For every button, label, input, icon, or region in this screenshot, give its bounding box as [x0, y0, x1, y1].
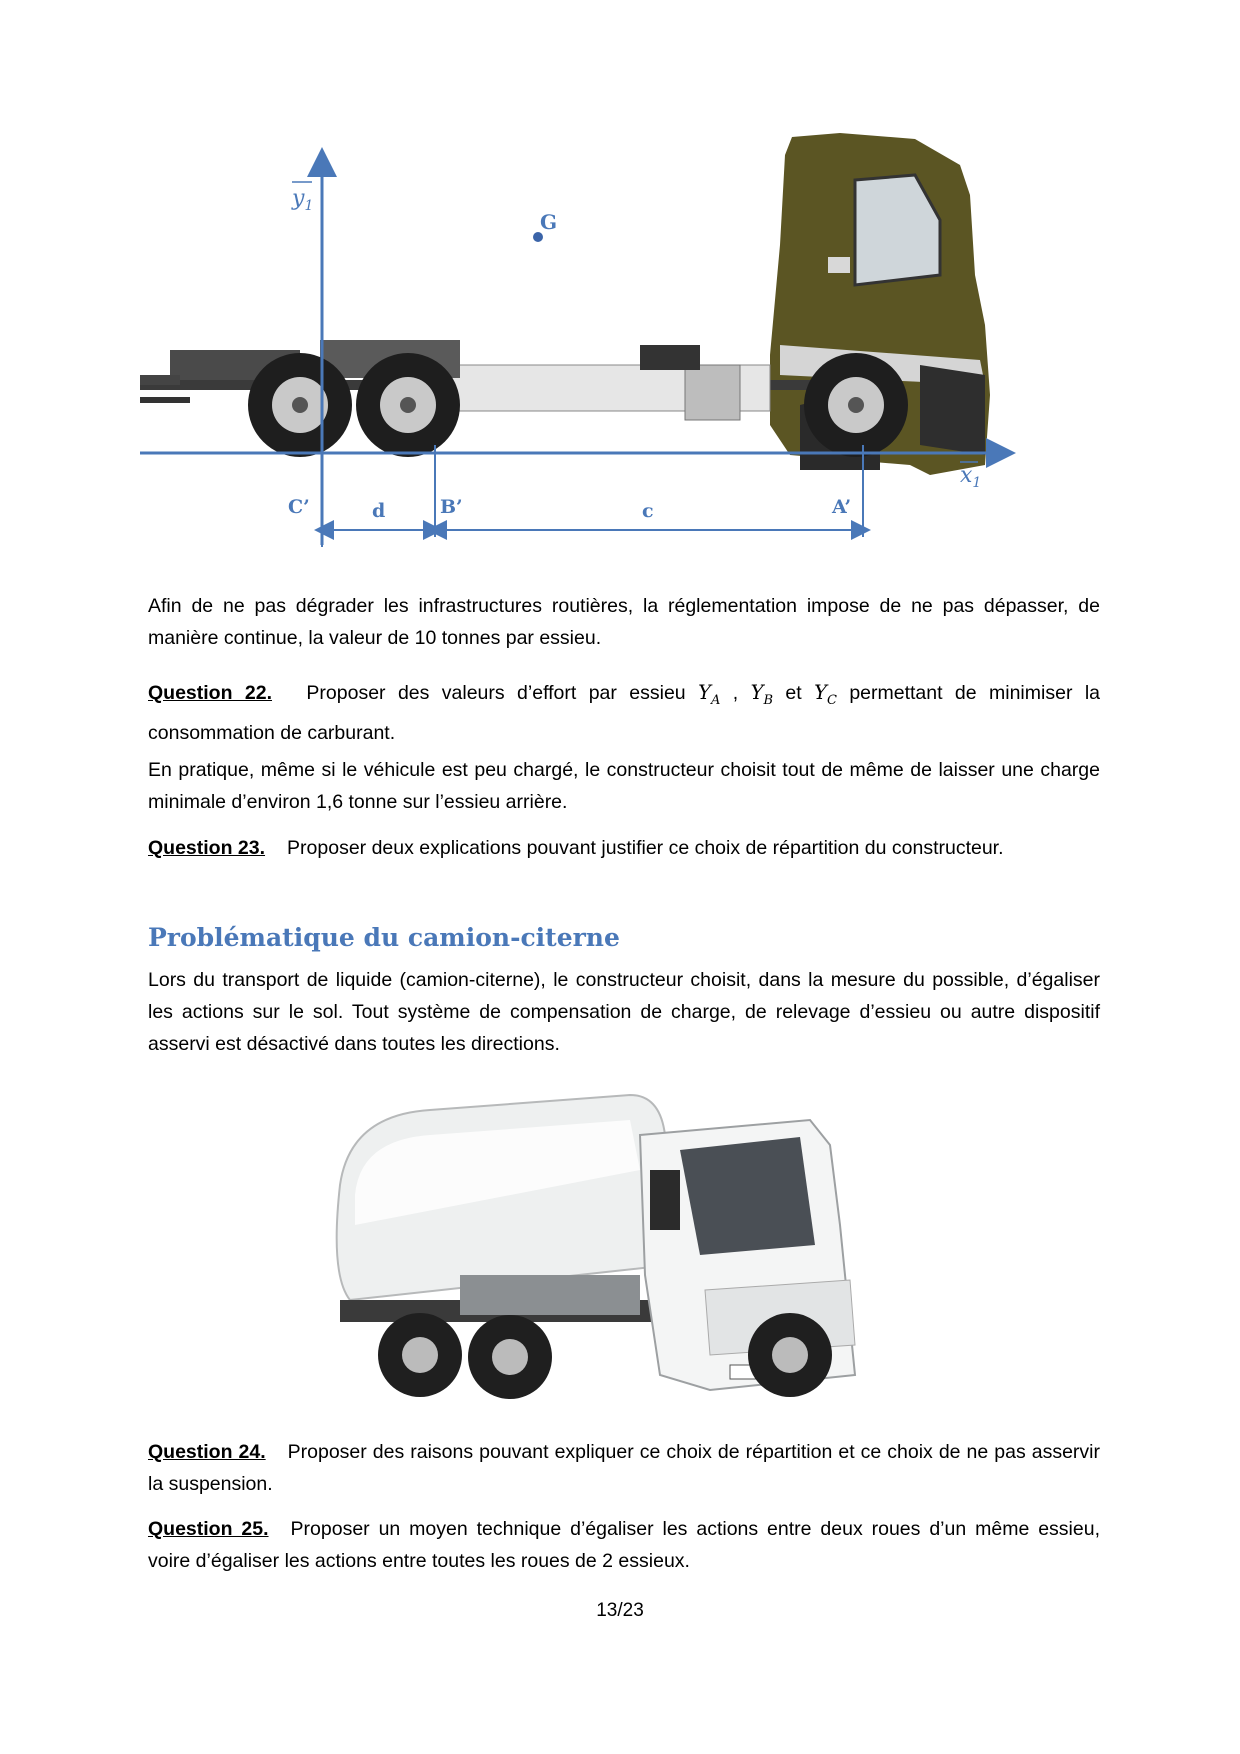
question-22-label: Question 22.: [148, 682, 273, 704]
page-number: 13/23: [596, 1600, 644, 1621]
var-yc: $Y_C$: [814, 681, 837, 708]
y-axis-label: $y_1$: [292, 186, 314, 214]
point-b-label: B’: [440, 496, 463, 518]
wheel-rear-1: [248, 353, 352, 457]
question-22-text-before: Proposer des valeurs d’effort par essieu: [306, 682, 686, 704]
point-a-label: A’: [832, 496, 852, 518]
paragraph-practice: En pratique, même si le véhicule est peu chargé, le constructeur choisit tout de même de laisser une charge minimale d’environ 1,6 tonne sur l’essieu arrière.: [148, 759, 1100, 813]
paragraph-tanker: Lors du transport de liquide (camion-citerne), le constructeur choisit, dans la mesure du possible, d’égaliser les actions sur le sol. Tout système de compensation de charge, de relevage d’essieu ou autre dispositif asservi est désactivé dans toutes les directions.: [148, 969, 1100, 1055]
question-25-label: Question 25.: [148, 1518, 269, 1540]
paragraph-regulation: Afin de ne pas dégrader les infrastructures routières, la réglementation impose de ne pas dépasser, de manière continue, la valeur de 10 tonnes par essieu.: [148, 595, 1100, 649]
wheel-rear-2: [356, 353, 460, 457]
section-title: Problématique du camion-citerne: [148, 923, 620, 952]
dim-d-label: d: [372, 500, 386, 522]
dim-c-label: c: [642, 500, 654, 522]
question-22-text-after: permettant de minimiser la consommation de carburant.: [148, 682, 1101, 744]
point-c-label: C’: [288, 496, 310, 518]
x-axis-label: $x_1$: [960, 463, 982, 491]
question-25: [148, 1513, 1100, 1577]
question-25-text: Proposer un moyen technique d’égaliser les actions entre deux roues d’un même essieu, voire d’égaliser les actions entre toutes les roues de 2 essieux.: [148, 1518, 1100, 1572]
question-24-text: Proposer des raisons pouvant expliquer ce choix de répartition et ce choix de ne pas asservir la suspension.: [148, 1441, 1100, 1495]
question-22: Question 22. Proposer des valeurs d’effort par essieu $Y_A$ , $Y_B$ et $Y_C$ permettant de minimiser la consommation de carburant.: [148, 681, 1101, 744]
question-24-label: Question 24.: [148, 1441, 266, 1463]
question-23: [148, 832, 1100, 864]
point-g-label: G: [540, 210, 558, 234]
var-yb: $Y_B$: [750, 681, 773, 708]
question-23-label: Question 23.: [148, 837, 266, 859]
var-ya: $Y_A$: [698, 681, 721, 708]
wheel-front: [804, 353, 908, 457]
truck-chassis: [140, 340, 840, 420]
tanker-truck-image: [310, 1075, 910, 1425]
question-24: [148, 1436, 1100, 1500]
truck-diagram: [140, 125, 1020, 555]
question-23-text: Proposer deux explications pouvant justifier ce choix de répartition du constructeur.: [287, 837, 1004, 859]
